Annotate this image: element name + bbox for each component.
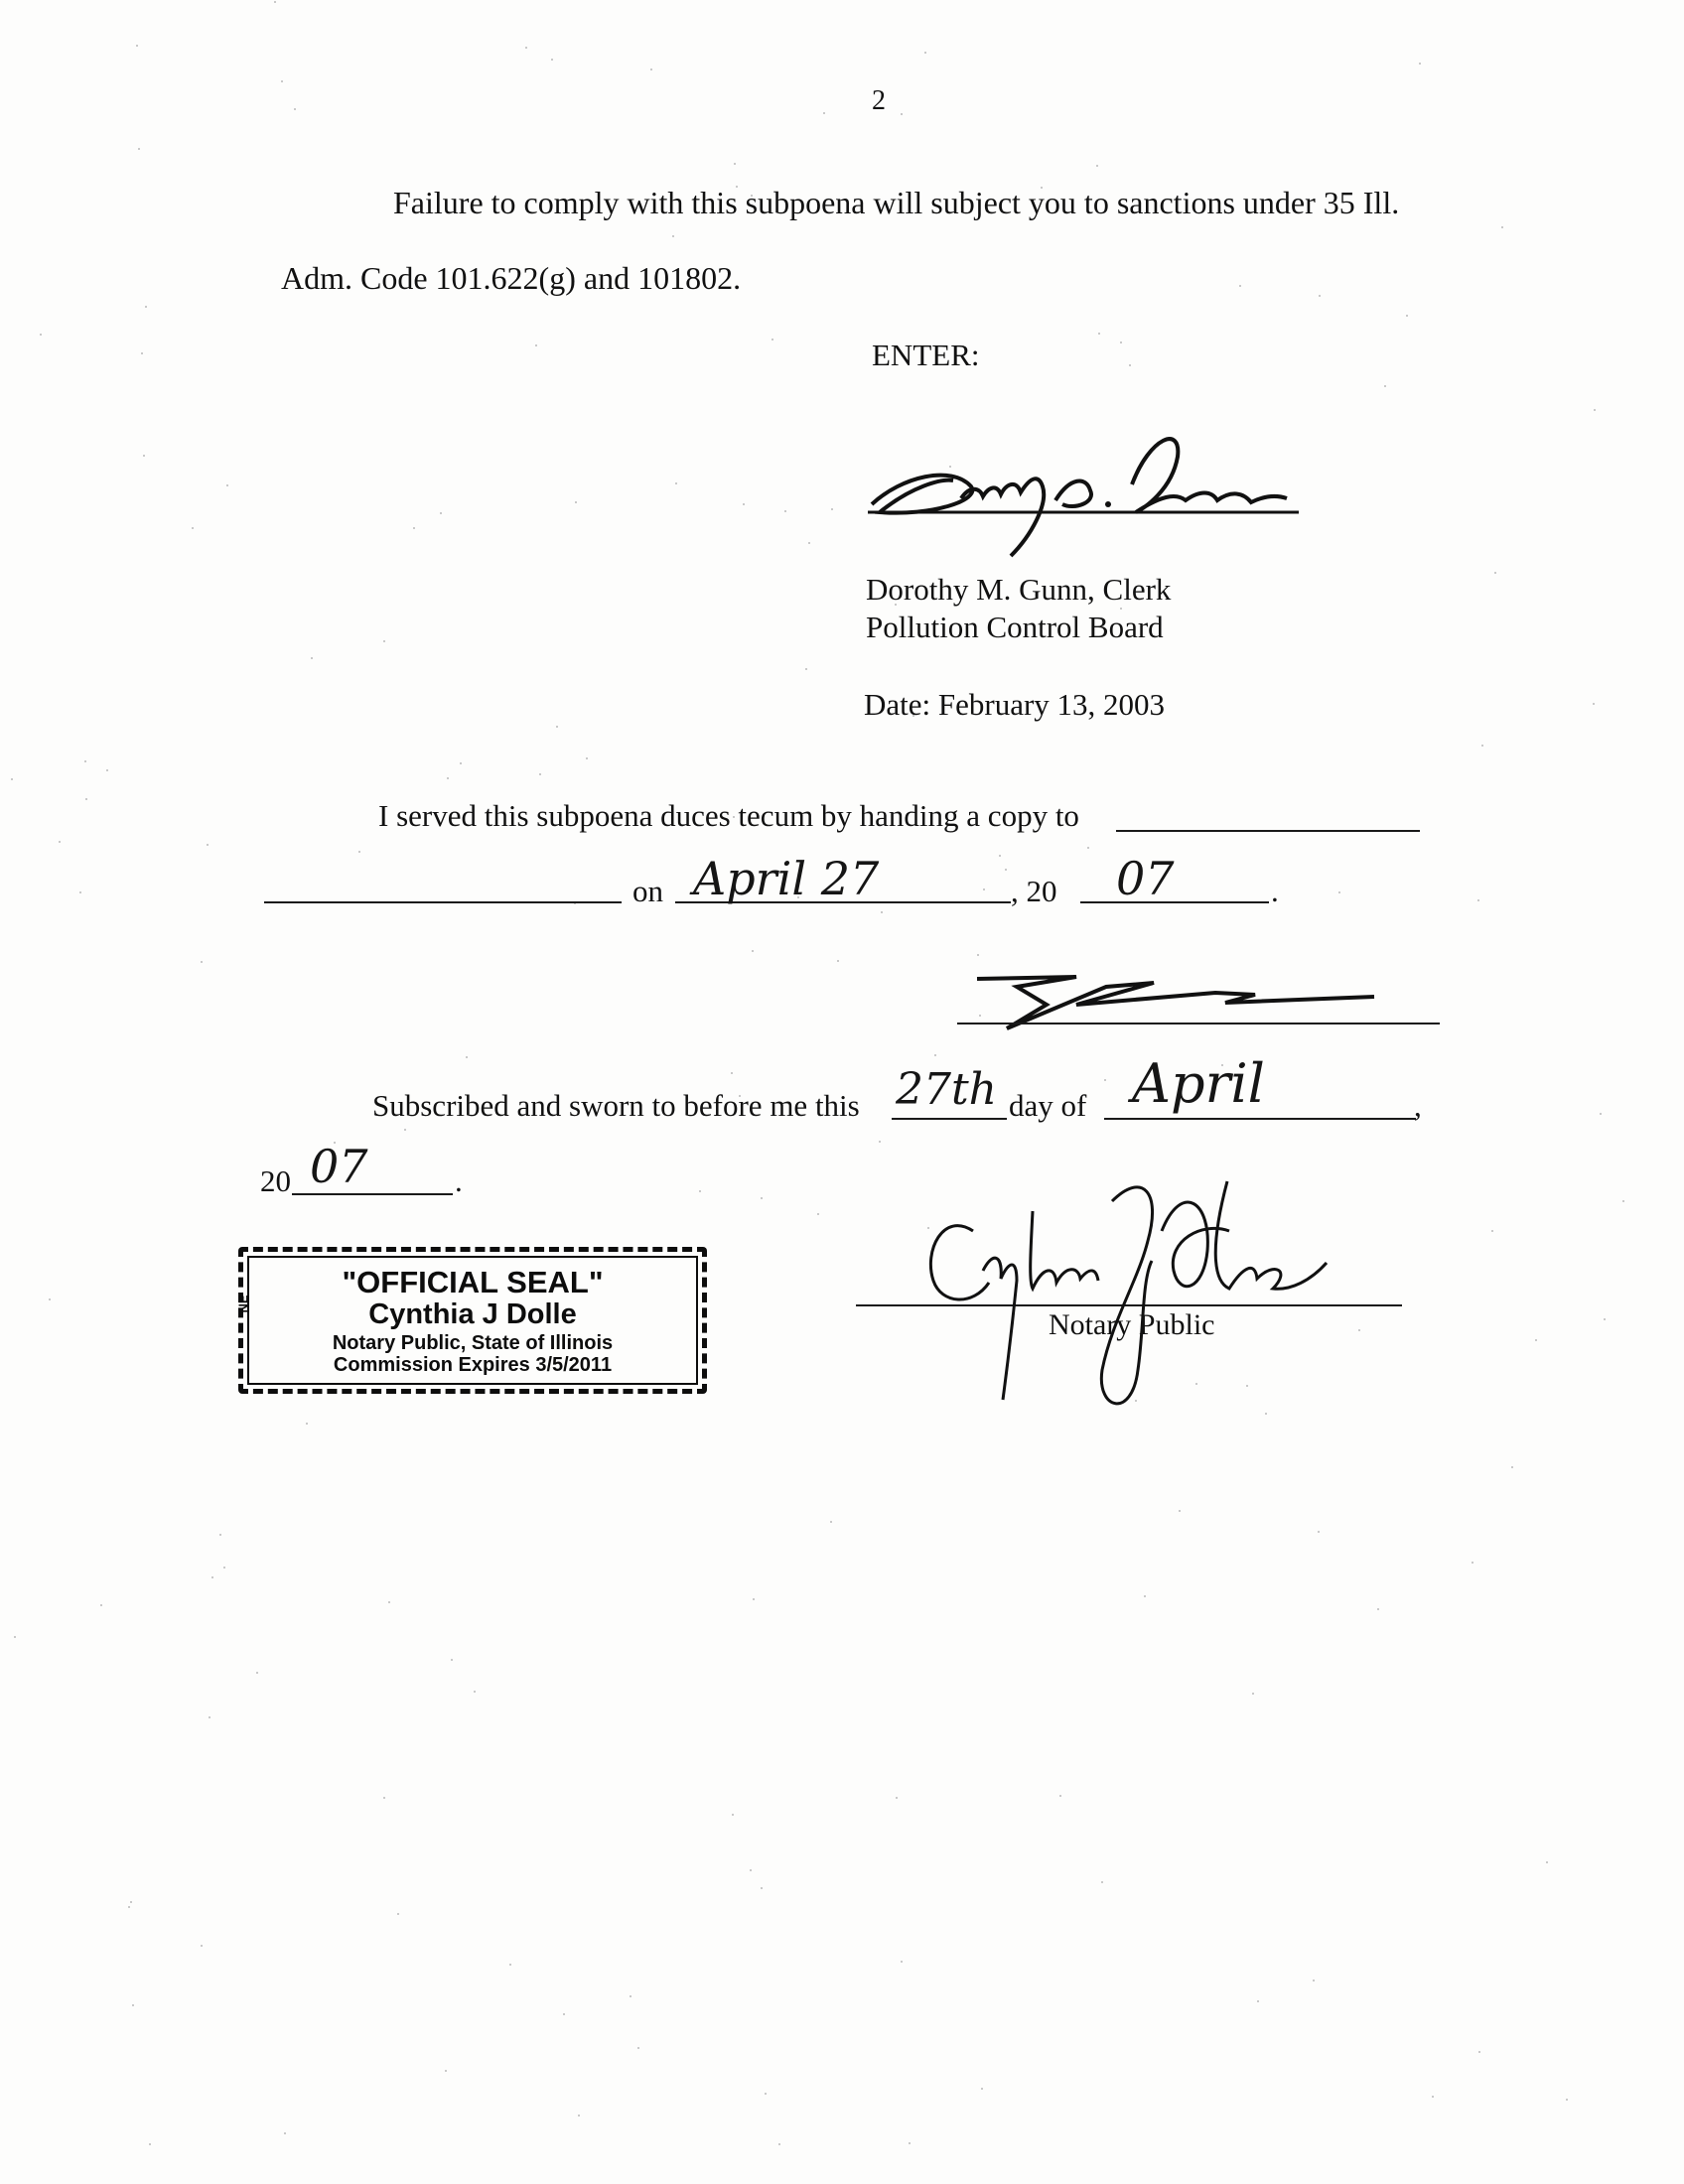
scan-speck (404, 1129, 406, 1131)
scan-speck (1478, 2051, 1480, 2053)
scan-speck (1406, 315, 1408, 317)
scan-speck (466, 1056, 468, 1058)
scan-speck (1511, 1466, 1513, 1468)
service-handwritten-date: April 27 (693, 852, 880, 905)
scan-speck (1129, 364, 1131, 366)
scan-speck (830, 1521, 832, 1523)
scan-speck (1593, 703, 1595, 705)
scan-speck (209, 1716, 210, 1718)
scan-speck (805, 668, 807, 670)
scan-speck (909, 2142, 911, 2144)
scan-speck (586, 757, 588, 759)
scan-speck (1358, 1329, 1360, 1331)
seal-line-2: Cynthia J Dolle (368, 1298, 577, 1330)
scan-speck (284, 2132, 286, 2134)
scan-speck (1096, 165, 1098, 167)
scan-speck (539, 773, 541, 775)
scan-speck (311, 657, 313, 659)
scan-speck (1494, 572, 1496, 574)
seal-side-code: NE (235, 1295, 251, 1313)
scan-speck (575, 501, 577, 503)
scan-speck (879, 1141, 881, 1143)
scan-speck (201, 961, 203, 963)
service-handwritten-year: 07 (1116, 852, 1175, 905)
scan-speck (223, 1567, 225, 1569)
scan-speck (1604, 1318, 1606, 1320)
scan-speck (1338, 891, 1340, 893)
scan-speck (447, 777, 449, 779)
scan-speck (100, 1604, 102, 1606)
clerk-date: Date: February 13, 2003 (864, 687, 1166, 722)
scan-speck (752, 950, 754, 952)
scan-speck (896, 1797, 898, 1799)
scan-speck (525, 47, 527, 49)
service-on-label: on (632, 874, 663, 908)
scan-speck (413, 527, 415, 529)
scan-speck (563, 2013, 565, 2015)
oath-text: Subscribed and sworn to before me this (372, 1088, 860, 1123)
scan-speck (79, 891, 81, 893)
scan-speck (219, 1534, 221, 1536)
scan-speck (1546, 1861, 1548, 1863)
scan-speck (630, 1995, 632, 1997)
scan-speck (451, 1659, 453, 1661)
scan-speck (138, 148, 140, 150)
oath-comma: , (1414, 1088, 1422, 1123)
scan-speck (1098, 333, 1100, 335)
server-signature-line[interactable] (957, 1023, 1440, 1024)
scan-speck (1481, 745, 1483, 747)
scan-speck (761, 1887, 763, 1889)
oath-year-blank[interactable] (292, 1193, 453, 1195)
scan-speck (1600, 1113, 1602, 1115)
scan-speck (1477, 899, 1479, 901)
scan-speck (981, 2088, 983, 2090)
scan-speck (999, 855, 1001, 857)
scan-speck (1319, 295, 1321, 297)
scan-speck (84, 760, 86, 762)
scan-speck (143, 455, 145, 457)
oath-month-blank[interactable] (1104, 1118, 1416, 1120)
scan-speck (1384, 385, 1386, 387)
oath-handwritten-month: April (1132, 1052, 1265, 1115)
scan-speck (1419, 63, 1421, 65)
scan-speck (141, 352, 143, 354)
enter-label: ENTER: (872, 338, 980, 372)
scan-speck (753, 1598, 755, 1600)
seal-line-3: Notary Public, State of Illinois (332, 1332, 614, 1354)
scan-speck (294, 108, 296, 110)
scan-speck (201, 1945, 203, 1947)
scan-speck (901, 113, 903, 115)
scan-speck (145, 306, 147, 308)
scan-speck (1179, 1510, 1181, 1512)
scan-speck (1104, 1079, 1106, 1081)
served-to-blank-2[interactable] (264, 901, 622, 903)
scan-speck (460, 762, 462, 764)
scan-speck (1239, 285, 1241, 287)
scan-speck (1059, 1795, 1061, 1797)
scan-speck (397, 1913, 399, 1915)
scan-speck (474, 1691, 476, 1693)
scan-speck (817, 1213, 819, 1215)
scan-speck (106, 769, 108, 771)
scan-speck (823, 112, 825, 114)
scan-speck (983, 888, 985, 890)
scan-speck (14, 1636, 16, 1638)
notary-signature (913, 1171, 1340, 1430)
scan-speck (672, 235, 674, 237)
scan-speck (383, 1797, 385, 1799)
scan-speck (1566, 2099, 1568, 2101)
scan-speck (1318, 1531, 1320, 1533)
paragraph-line-2: Adm. Code 101.622(g) and 101802. (281, 260, 742, 296)
scan-speck (85, 798, 87, 800)
oath-day-blank[interactable] (892, 1118, 1007, 1120)
scan-speck (761, 1197, 763, 1199)
scan-speck (11, 778, 13, 780)
scan-speck (256, 1672, 258, 1674)
scan-speck (535, 344, 537, 346)
scan-speck (765, 2093, 767, 2095)
service-period: . (1271, 874, 1279, 908)
seal-line-1: "OFFICIAL SEAL" (342, 1265, 604, 1299)
page-number: 2 (872, 85, 886, 116)
scan-speck (772, 339, 773, 341)
scan-speck (1257, 2000, 1259, 2002)
scan-speck (49, 1298, 51, 1300)
scan-speck (1622, 1200, 1624, 1202)
scan-speck (881, 911, 883, 913)
scan-speck (211, 1576, 213, 1578)
scan-speck (509, 1964, 511, 1966)
seal-line-4: Commission Expires 3/5/2011 (333, 1354, 613, 1376)
scan-speck (281, 80, 283, 82)
scan-speck (1432, 2096, 1434, 2098)
scan-speck (1252, 1693, 1254, 1695)
scan-speck (784, 510, 786, 512)
scan-speck (556, 726, 558, 728)
scan-speck (1491, 1230, 1493, 1232)
official-seal-stamp (235, 1247, 707, 1394)
scan-speck (637, 2047, 639, 2049)
scan-speck (934, 1054, 936, 1056)
scan-speck (388, 1601, 390, 1603)
scan-speck (731, 1072, 733, 1074)
scan-speck (132, 2004, 134, 2006)
scan-speck (831, 508, 833, 510)
oath-day-of: day of (1009, 1088, 1087, 1123)
scan-speck (650, 68, 652, 70)
scan-speck (149, 2143, 151, 2145)
scan-speck (1087, 847, 1089, 849)
scan-speck (808, 542, 810, 544)
scan-speck (578, 2115, 580, 2116)
clerk-office: Pollution Control Board (866, 610, 1164, 644)
scan-speck (778, 2143, 780, 2145)
scan-speck (734, 163, 736, 165)
scan-speck (383, 640, 385, 642)
scan-speck (40, 334, 42, 336)
scan-speck (837, 960, 839, 962)
scan-speck (924, 52, 926, 54)
scan-speck (750, 1869, 752, 1871)
scan-speck (207, 844, 209, 846)
oath-period: . (455, 1163, 463, 1198)
scan-speck (732, 1814, 734, 1816)
scan-speck (136, 45, 138, 47)
scan-speck (1594, 409, 1596, 411)
service-year-blank[interactable] (1080, 901, 1269, 903)
clerk-name: Dorothy M. Gunn, Clerk (866, 572, 1172, 607)
scan-speck (445, 2070, 447, 2072)
service-century: , 20 (1011, 874, 1057, 908)
paragraph-line-1: Failure to comply with this subpoena will subject you to sanctions under 35 Ill. (393, 185, 1400, 220)
scan-speck (130, 1901, 132, 1903)
scan-speck (306, 1423, 308, 1425)
scan-speck (551, 59, 553, 61)
scan-speck (1101, 1881, 1103, 1883)
scan-speck (274, 1, 276, 3)
scan-speck (1501, 226, 1503, 228)
clerk-signature (862, 417, 1309, 566)
oath-handwritten-day: 27th (896, 1064, 998, 1115)
scan-speck (358, 851, 360, 853)
scan-speck (977, 954, 979, 956)
scan-speck (1377, 1608, 1379, 1610)
scan-speck (675, 482, 677, 484)
scan-speck (1535, 1339, 1537, 1341)
oath-handwritten-year: 07 (310, 1140, 368, 1193)
scan-speck (128, 1906, 130, 1908)
scan-speck (1120, 341, 1122, 343)
scan-speck (226, 484, 228, 486)
scan-speck (440, 512, 442, 514)
server-signature (957, 965, 1394, 1044)
scan-speck (59, 841, 61, 843)
served-to-blank-1[interactable] (1116, 830, 1420, 832)
scan-speck (1144, 1595, 1146, 1597)
scan-speck (743, 503, 745, 505)
oath-century: 20 (260, 1163, 291, 1198)
scan-speck (901, 1961, 903, 1963)
scan-speck (1313, 1979, 1315, 1981)
notary-label: Notary Public (1049, 1308, 1215, 1341)
scan-speck (699, 1190, 701, 1192)
scan-speck (192, 527, 194, 529)
scan-speck (1472, 1562, 1474, 1564)
service-text: I served this subpoena duces tecum by handing a copy to (378, 798, 1079, 833)
scan-speck (1005, 869, 1007, 871)
